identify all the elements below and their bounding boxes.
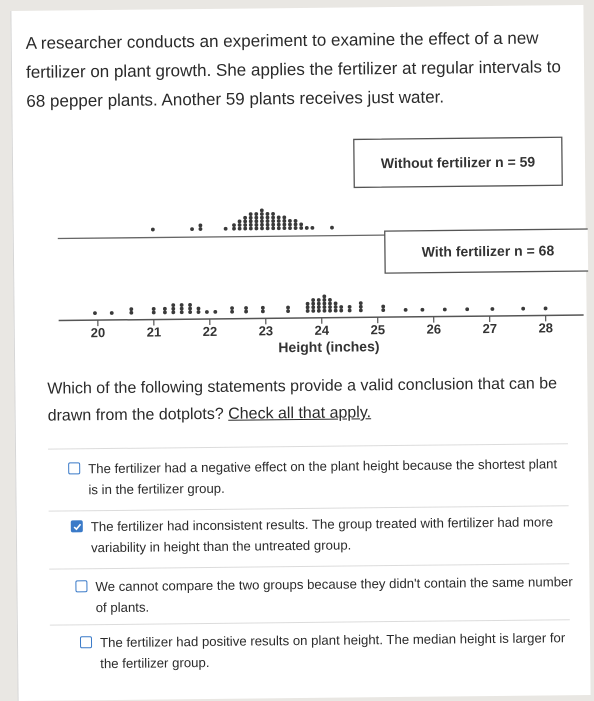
dotplot-figure [27,125,589,366]
dot-mark [359,308,363,312]
dot-mark [294,226,298,230]
dot-mark [152,307,156,311]
x-tick-label: 27 [482,321,497,336]
dot-mark [254,212,258,216]
dot-mark [171,303,175,307]
dot-mark [330,226,334,230]
dot-mark [243,223,247,227]
legend-label-with: With fertilizer n = 68 [422,242,555,259]
dot-mark [152,311,156,315]
dot-mark [288,223,292,227]
dot-mark [288,226,292,230]
prompt-text [47,370,573,429]
option-3-text: We cannot compare the two groups because they didn't contain the same number of plants. [95,571,575,618]
x-tick-label: 25 [371,322,386,337]
x-axis-label: Height (inches) [278,338,379,355]
dot-mark [244,310,248,314]
dot-mark [311,309,315,313]
dot-mark [322,294,326,298]
dot-mark [334,302,338,306]
dot-mark [294,223,298,227]
dot-mark [213,310,217,314]
option-2-text: The fertilizer had inconsistent results. The group treated with fertilizer had more variability in height than the untreated group. [91,511,571,558]
dot-mark [277,219,281,223]
dot-mark [266,226,270,230]
dot-mark [311,302,315,306]
dot-mark [249,223,253,227]
dot-mark [110,311,114,315]
x-tick-label: 24 [315,323,330,338]
dot-mark [260,216,264,220]
x-tick-label: 28 [538,320,553,335]
dot-mark [180,303,184,307]
dot-mark [254,227,258,231]
dot-mark [521,307,525,311]
dot-mark [238,223,242,227]
dot-mark [197,310,201,314]
worksheet-page [10,5,590,701]
dot-mark [93,311,97,315]
dot-mark [271,219,275,223]
dot-mark [328,309,332,313]
dot-mark [205,310,209,314]
dot-mark [188,310,192,314]
dot-mark [260,226,264,230]
dot-mark [306,309,310,313]
dot-mark [266,219,270,223]
question-text: A researcher conducts an experiment to examine the effect of a new fertilizer on plant growth. She applies the fertilizer at regular intervals to 68 pepper plants. Another 59 plants receives just water. [26,23,572,116]
divider [48,443,568,449]
dot-mark [334,305,338,309]
dot-mark [171,307,175,311]
dot-mark [271,226,275,230]
dot-mark [230,306,234,310]
dot-mark [199,227,203,231]
dot-mark [282,219,286,223]
option-1-text: The fertilizer had a negative effect on the plant height because the shortest plant is in the fertilizer group. [88,453,568,500]
divider [49,563,569,569]
dot-mark [277,216,281,220]
dot-mark [260,212,264,216]
dot-mark [190,227,194,231]
checkbox-option-3[interactable] [75,580,87,592]
dot-mark [359,301,363,305]
dot-mark [266,223,270,227]
option-4[interactable] [80,627,580,674]
dot-mark [249,216,253,220]
dot-mark [311,305,315,309]
dot-mark [443,308,447,312]
dot-mark [129,307,133,311]
dot-mark [260,208,264,212]
option-2[interactable] [71,511,571,558]
dot-mark [238,227,242,231]
dot-mark [180,307,184,311]
dot-mark [254,223,258,227]
dot-mark [129,311,133,315]
dot-mark [180,310,184,314]
dot-mark [288,219,292,223]
option-1[interactable] [68,453,568,500]
prompt-lead: Which of the following statements provide a valid conclusion that can be drawn from the dotplots? [47,375,557,424]
dot-mark [348,309,352,313]
dot-mark [198,224,202,228]
dot-mark [323,309,327,313]
dot-mark [305,226,309,230]
checkbox-option-1[interactable] [68,462,80,474]
dot-mark [328,302,332,306]
dot-mark [282,223,286,227]
divider [49,505,569,511]
dot-mark [294,219,298,223]
dot-mark [266,216,270,220]
dot-mark [261,306,265,310]
check-all-link[interactable]: Check all that apply. [228,404,371,422]
dot-mark [243,216,247,220]
dot-mark [260,223,264,227]
dot-mark [249,227,253,231]
dotplot-svg [27,125,589,366]
dot-mark [381,305,385,309]
dot-mark [271,223,275,227]
dot-mark [261,309,265,313]
dot-mark [286,309,290,313]
dot-mark [317,305,321,309]
dot-mark [224,227,228,231]
dot-mark [254,216,258,220]
dot-mark [282,215,286,219]
dot-mark [271,212,275,216]
x-tick-label: 26 [426,322,441,337]
dot-mark [171,310,175,314]
dot-mark [188,307,192,311]
dot-mark [271,216,275,220]
dot-mark [359,305,363,309]
dot-mark [328,298,332,302]
dot-mark [328,305,332,309]
dot-mark [310,226,314,230]
dot-mark [188,303,192,307]
dot-mark [254,219,258,223]
dot-mark [299,226,303,230]
dot-mark [243,227,247,231]
dot-mark [277,226,281,230]
dot-mark [249,212,253,216]
dots-with-fertilizer [93,292,548,315]
dot-mark [249,219,253,223]
dot-mark [490,307,494,311]
dot-mark [232,227,236,231]
checkbox-option-4[interactable] [80,636,92,648]
dot-mark [317,298,321,302]
dot-mark [163,310,167,314]
dot-mark [230,310,234,314]
dot-mark [544,307,548,311]
dot-mark [381,308,385,312]
dot-mark [151,228,155,232]
dot-mark [322,305,326,309]
dot-mark [299,222,303,226]
x-tick-label: 23 [259,323,274,338]
dot-mark [277,223,281,227]
dot-mark [420,308,424,312]
dot-mark [317,309,321,313]
dot-mark [282,226,286,230]
x-tick-label: 21 [147,324,162,339]
dot-mark [232,223,236,227]
dots-without-fertilizer [151,208,334,232]
checkbox-option-2[interactable] [71,520,83,532]
dot-mark [311,298,315,302]
dot-mark [306,305,310,309]
dot-mark [339,309,343,313]
option-4-text: The fertilizer had positive results on plant height. The median height is larger for the fertilizer group. [100,627,580,674]
dot-mark [266,212,270,216]
dot-mark [322,298,326,302]
dot-mark [243,219,247,223]
dot-mark [317,302,321,306]
dot-mark [306,302,310,306]
dot-mark [339,305,343,309]
option-3[interactable] [75,571,575,618]
dot-mark [238,220,242,224]
dot-mark [286,306,290,310]
dot-mark [465,307,469,311]
dot-mark [348,305,352,309]
x-tick-label: 22 [203,324,218,339]
dot-mark [197,307,201,311]
dot-mark [322,302,326,306]
dot-mark [260,219,264,223]
x-tick-label: 20 [91,325,106,340]
dot-mark [404,308,408,312]
dot-mark [163,307,167,311]
dot-mark [334,309,338,313]
divider [50,619,570,625]
legend-label-without: Without fertilizer n = 59 [381,154,536,172]
dot-mark [244,306,248,310]
checkmark-icon [72,522,81,531]
